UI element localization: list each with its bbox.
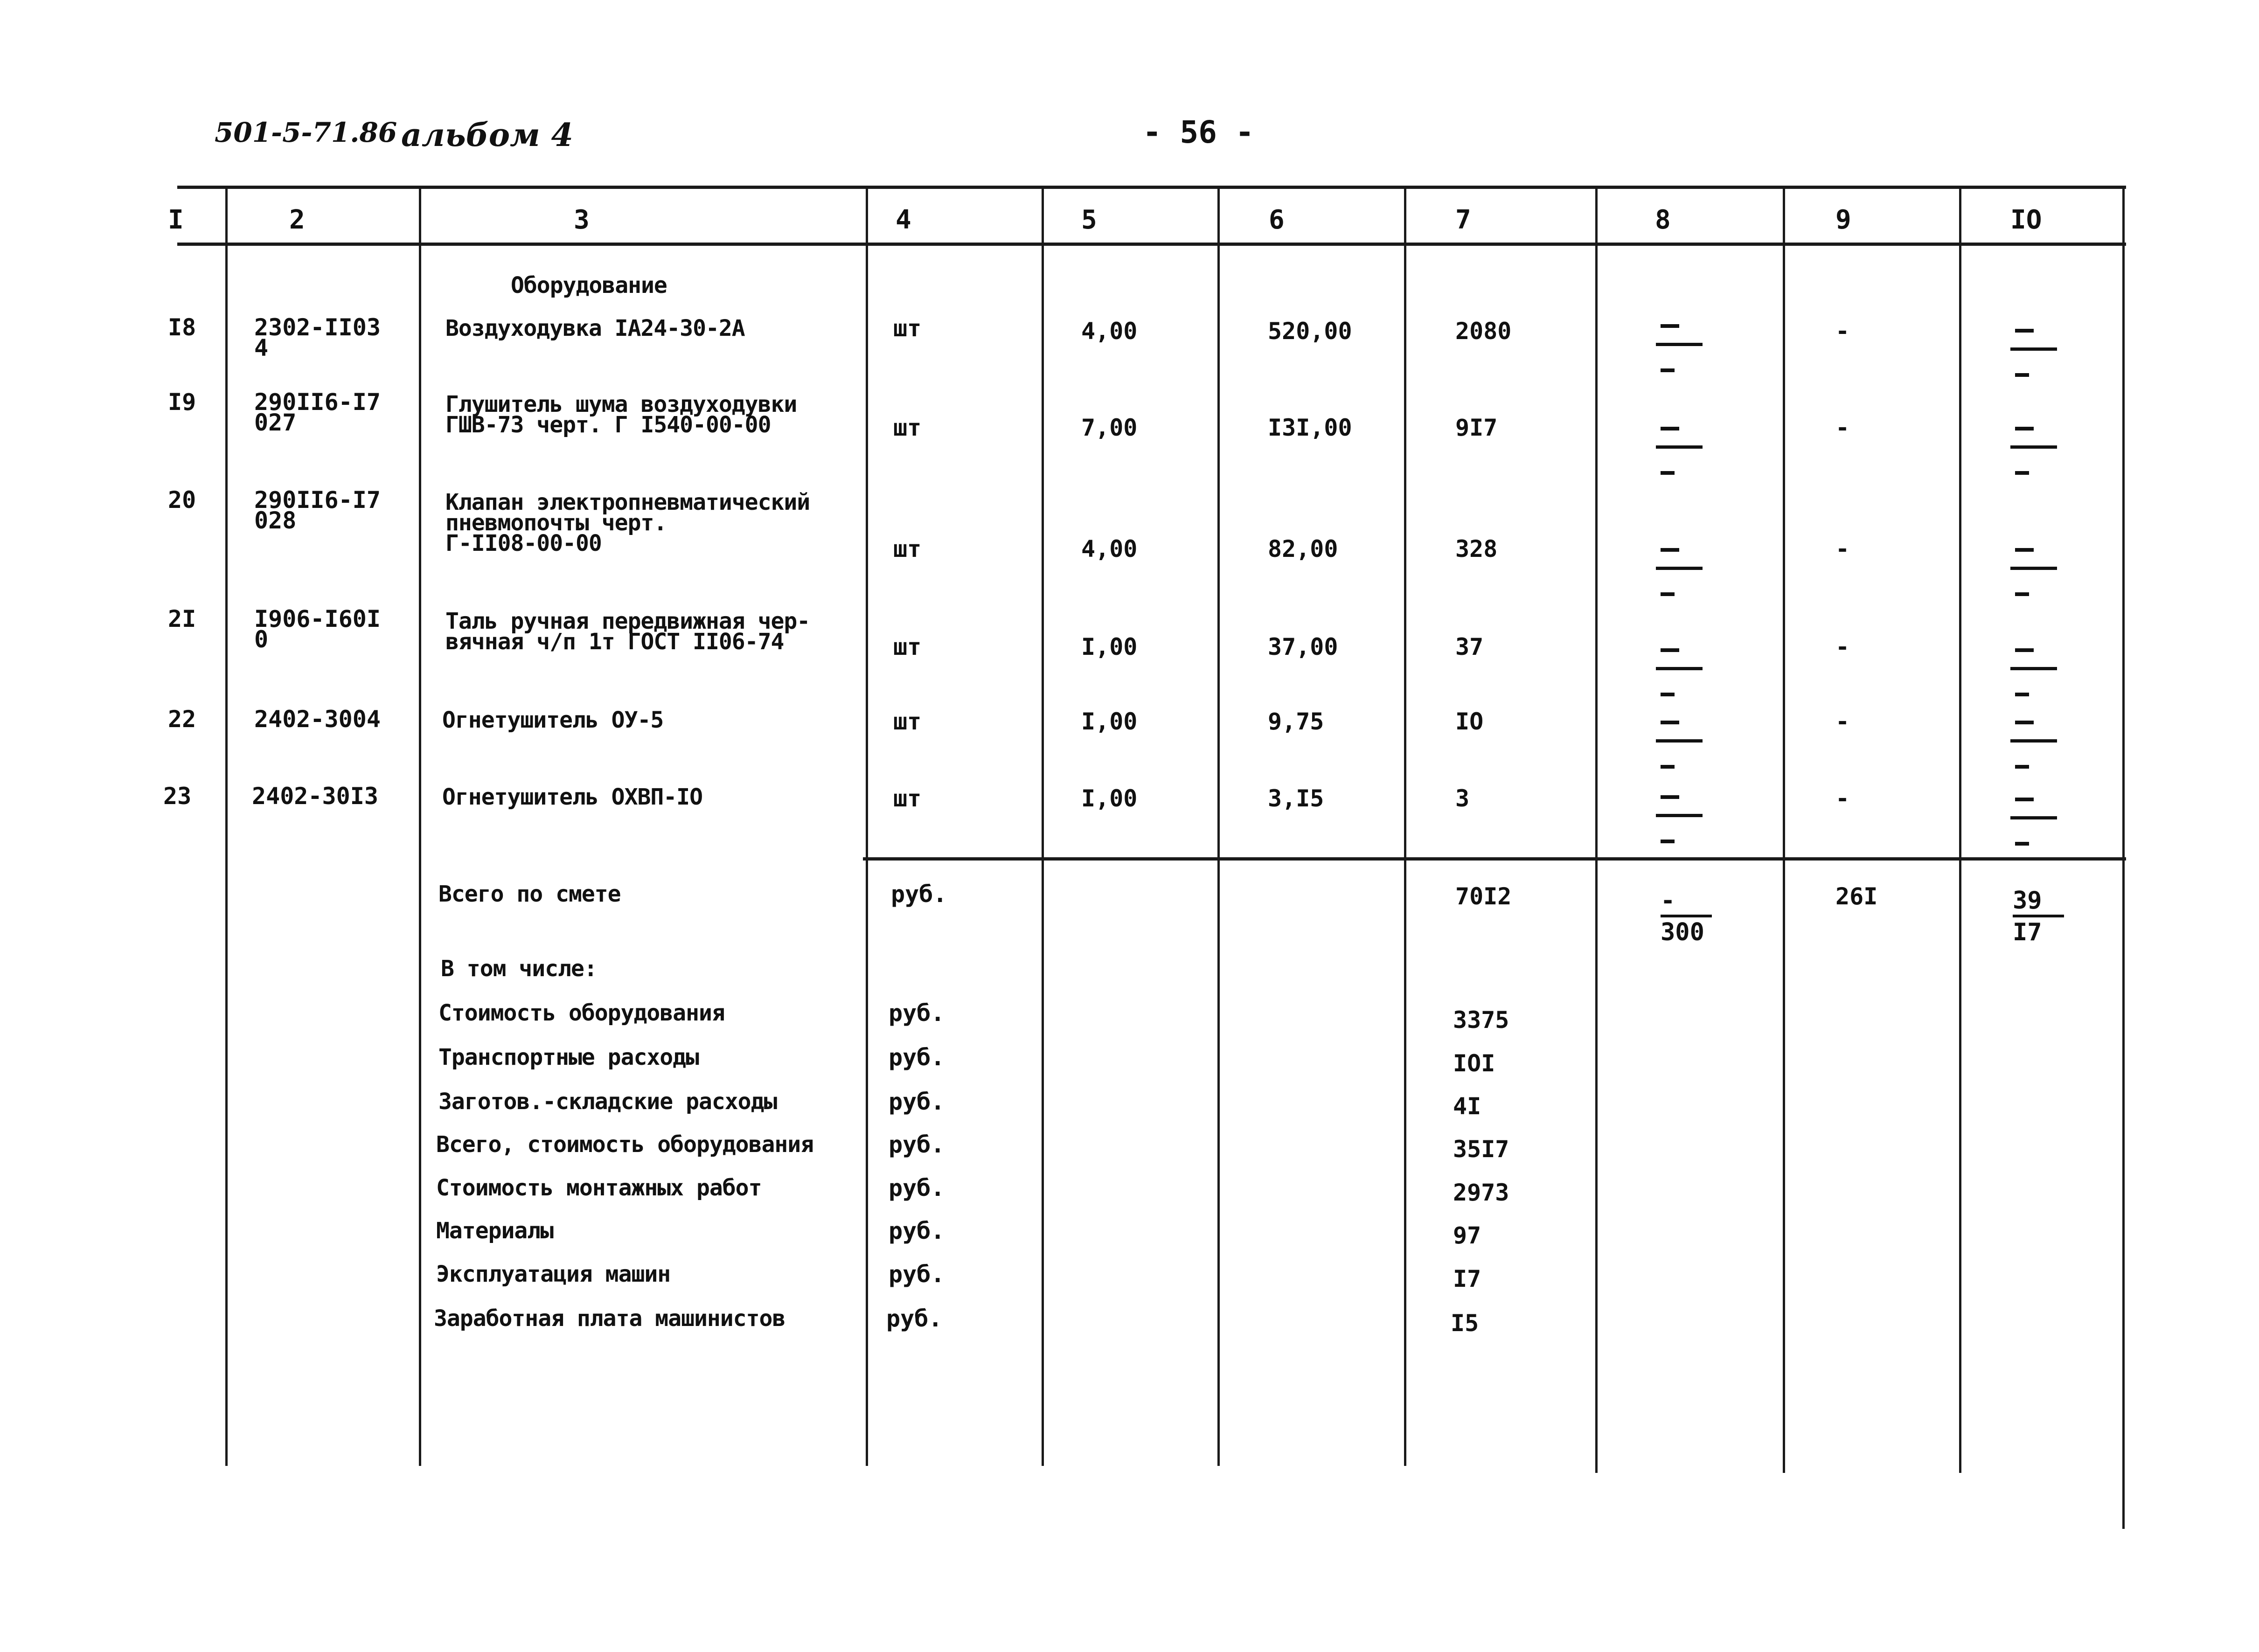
table-row-name: Таль ручная передвижная чер- вячная ч/п 1т ГОСТ II06-74 [445,608,810,655]
summary-total-unit: руб. [891,881,947,908]
table-row-code: I906-I60I 0 [254,605,381,653]
empty-fraction-mark [1656,427,1712,497]
table-row-price: 9,75 [1268,708,1324,735]
table-row-c9: - [1835,708,1850,735]
summary-item-label: Эксплуатация машин [436,1261,671,1287]
column-header-3: 3 [574,205,590,235]
table-row-unit: шт [893,535,922,562]
empty-fraction-mark [2010,721,2066,791]
table-row-total: 3 [1455,785,1470,812]
column-header-7: 7 [1455,205,1471,235]
column-header-8: 8 [1655,205,1671,235]
table-row-unit: шт [893,708,922,735]
table-row-no: 20 [168,486,196,514]
column-header-6: 6 [1269,205,1285,235]
including-label: В том числе: [441,956,597,982]
table-row-qty: 4,00 [1081,535,1138,562]
table-row-price: I3I,00 [1268,414,1352,441]
table-row-unit: шт [893,633,922,660]
empty-fraction-mark [2010,329,2066,399]
empty-fraction-mark [1656,548,1712,618]
table-row-no: I9 [168,389,196,416]
album-label: альбом 4 [401,117,573,154]
column-divider [2122,186,2125,1529]
summary-c9-value: 26I [1835,883,1878,910]
summary-item-unit: руб. [889,1088,945,1115]
table-row-c9: - [1835,785,1850,812]
table-row-total: 328 [1455,535,1498,562]
table-row-name: Огнетушитель ОУ-5 [442,707,664,733]
table-row-price: 520,00 [1268,318,1352,345]
table-row-name: Глушитель шума воздуходувки ГШВ-73 черт. Г I540-00-00 [445,391,797,438]
summary-c8-denominator: 300 [1661,918,1704,946]
column-divider [1404,186,1406,1466]
summary-c10-numerator: 39 [2013,887,2042,915]
empty-fraction-mark [2010,427,2066,497]
table-row-unit: шт [893,785,922,812]
section-title: Оборудование [511,272,667,298]
table-row-c9: - [1835,318,1850,345]
column-divider [1595,186,1598,1473]
empty-fraction-mark [1656,795,1712,865]
empty-fraction-mark [2010,648,2066,718]
summary-c8-numerator: - [1661,887,1675,915]
summary-item-unit: руб. [889,1217,945,1244]
table-row-total: 9I7 [1455,414,1498,441]
table-row-code: 2402-30I3 [252,783,378,810]
table-row-c9: - [1835,535,1850,562]
column-header-5: 5 [1081,205,1097,235]
table-row-qty: 7,00 [1081,414,1138,441]
summary-item-value: IOI [1453,1050,1495,1077]
column-divider [419,186,421,1466]
page-number: - 56 - [1143,114,1254,150]
summary-item-unit: руб. [886,1305,943,1332]
summary-item-value: I7 [1453,1265,1481,1292]
table-row-c9: - [1835,414,1850,441]
column-divider [1959,186,1961,1473]
document-code: 501-5-71.86 [215,117,397,148]
table-top-border [177,186,2126,189]
summary-total-label: Всего по смете [438,881,621,907]
summary-item-unit: руб. [889,1131,945,1158]
column-header-4: 4 [896,205,911,235]
table-row-code: 290II6-I7 028 [254,486,381,534]
table-row-qty: I,00 [1081,708,1138,735]
summary-item-label: Всего, стоимость оборудования [436,1131,814,1158]
table-row-total: IO [1455,708,1484,735]
column-divider [1217,186,1220,1466]
column-header-9: 9 [1835,205,1851,235]
table-row-no: I8 [168,314,196,341]
summary-item-value: 2973 [1453,1179,1509,1206]
header-bottom-border [177,243,2126,246]
summary-item-label: Материалы [436,1218,554,1244]
summary-total-value: 70I2 [1455,883,1512,910]
column-header-1: I [168,205,184,235]
empty-fraction-mark [1656,721,1712,791]
table-row-price: 37,00 [1268,633,1338,660]
table-row-name: Огнетушитель ОХВП-IO [442,784,702,810]
table-row-unit: шт [893,414,922,441]
summary-item-unit: руб. [889,1000,945,1027]
summary-item-label: Стоимость оборудования [438,1000,725,1026]
table-row-price: 3,I5 [1268,785,1324,812]
table-row-c9: - [1835,633,1850,660]
empty-fraction-mark [1656,648,1712,718]
table-row-qty: I,00 [1081,633,1138,660]
column-divider [225,186,228,1466]
empty-fraction-mark [2010,548,2066,618]
table-row-no: 2I [168,605,196,632]
column-divider [1783,186,1785,1473]
summary-item-value: 35I7 [1453,1136,1509,1163]
table-row-name: Воздуходувка IA24-30-2A [445,315,745,341]
column-header-10: IO [2010,205,2042,235]
table-row-qty: 4,00 [1081,318,1138,345]
summary-item-value: 97 [1453,1222,1481,1249]
summary-item-label: Заготов.-складские расходы [438,1089,777,1115]
summary-item-label: Стоимость монтажных работ [436,1175,762,1201]
table-row-price: 82,00 [1268,535,1338,562]
table-row-code: 2302-II03 4 [254,314,381,361]
table-row-total: 37 [1455,633,1484,660]
empty-fraction-mark [2010,798,2066,868]
items-bottom-border [863,857,2126,861]
summary-item-unit: руб. [889,1261,945,1288]
table-row-code: 290II6-I7 027 [254,389,381,436]
summary-item-unit: руб. [889,1044,945,1071]
summary-item-value: 3375 [1453,1006,1509,1034]
summary-c10-fraction [2013,888,2087,963]
table-row-total: 2080 [1455,318,1512,345]
column-divider [866,186,868,1466]
summary-c8-fraction [1661,888,1735,963]
summary-item-value: I5 [1451,1310,1479,1337]
summary-item-label: Заработная плата машинистов [434,1305,785,1332]
table-row-qty: I,00 [1081,785,1138,812]
table-row-name: Клапан электропневматический пневмопочты черт. Г-II08-00-00 [445,489,810,556]
table-row-no: 22 [168,706,196,733]
empty-fraction-mark [1656,324,1712,394]
table-row-no: 23 [163,783,192,810]
summary-item-unit: руб. [889,1174,945,1201]
table-row-unit: шт [893,315,922,342]
summary-item-value: 4I [1453,1093,1481,1120]
table-row-code: 2402-3004 [254,706,381,733]
column-divider [1042,186,1044,1466]
summary-item-label: Транспортные расходы [438,1044,699,1070]
summary-c10-denominator: I7 [2013,918,2042,946]
column-header-2: 2 [289,205,305,235]
